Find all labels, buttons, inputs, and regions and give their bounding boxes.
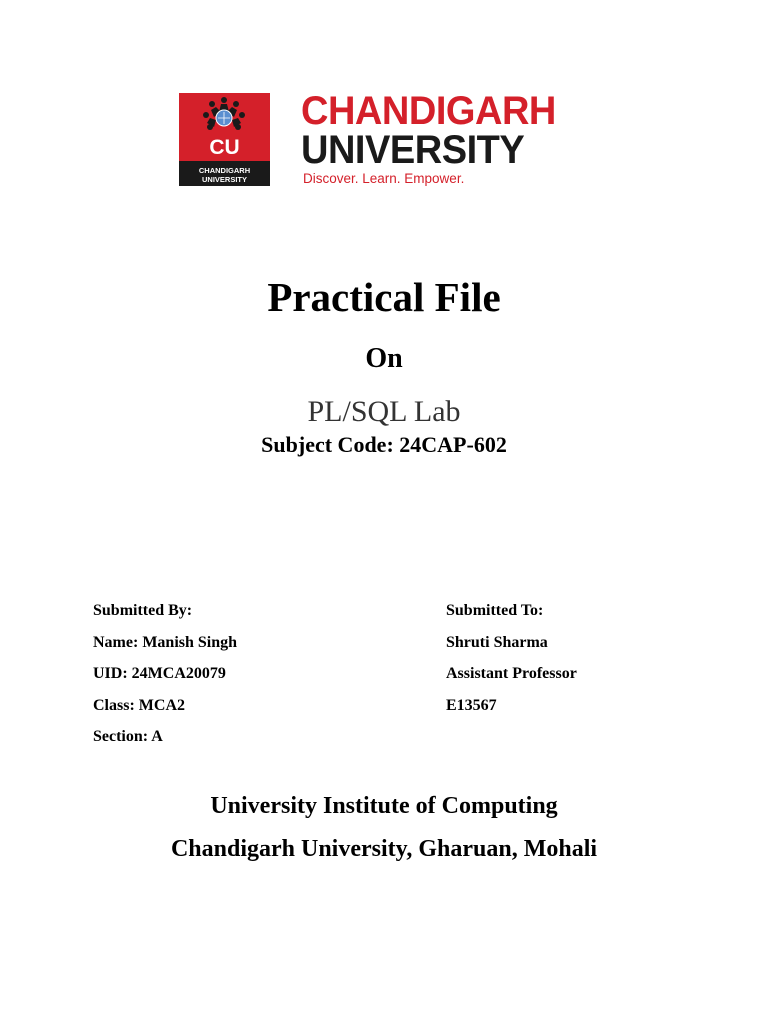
institute-name: University Institute of Computing [210,793,558,819]
badge-cu-text: CU [209,136,240,159]
faculty-employee-id: E13567 [446,696,497,714]
badge-name-line1: CHANDIGARH [198,166,251,175]
logo-wordmark-line1: CHANDIGARH [301,89,556,133]
university-logo [179,89,601,188]
badge-name-line2: UNIVERSITY [201,175,247,184]
faculty-name: Shruti Sharma [446,633,548,651]
student-name: Name: Manish Singh [93,633,238,651]
submitted-to-heading: Submitted To: [446,602,544,619]
subject-code: Subject Code: 24CAP-602 [261,432,507,457]
subject-name: PL/SQL Lab [307,395,461,428]
submitted-by-section [93,601,393,759]
submitted-to-section [446,601,726,727]
submitted-by-heading: Submitted By: [93,602,193,619]
logo-badge [179,93,270,186]
student-class: Class: MCA2 [93,696,185,714]
logo-tagline: Discover. Learn. Empower. [303,171,465,186]
university-address: Chandigarh University, Gharuan, Mohali [170,836,598,862]
faculty-designation: Assistant Professor [446,665,577,682]
document-title: Practical File [267,274,501,320]
title-connector: On [365,343,403,374]
student-uid: UID: 24MCA20079 [93,665,226,682]
student-section: Section: A [93,728,163,745]
logo-wordmark-line2: UNIVERSITY [301,128,525,172]
